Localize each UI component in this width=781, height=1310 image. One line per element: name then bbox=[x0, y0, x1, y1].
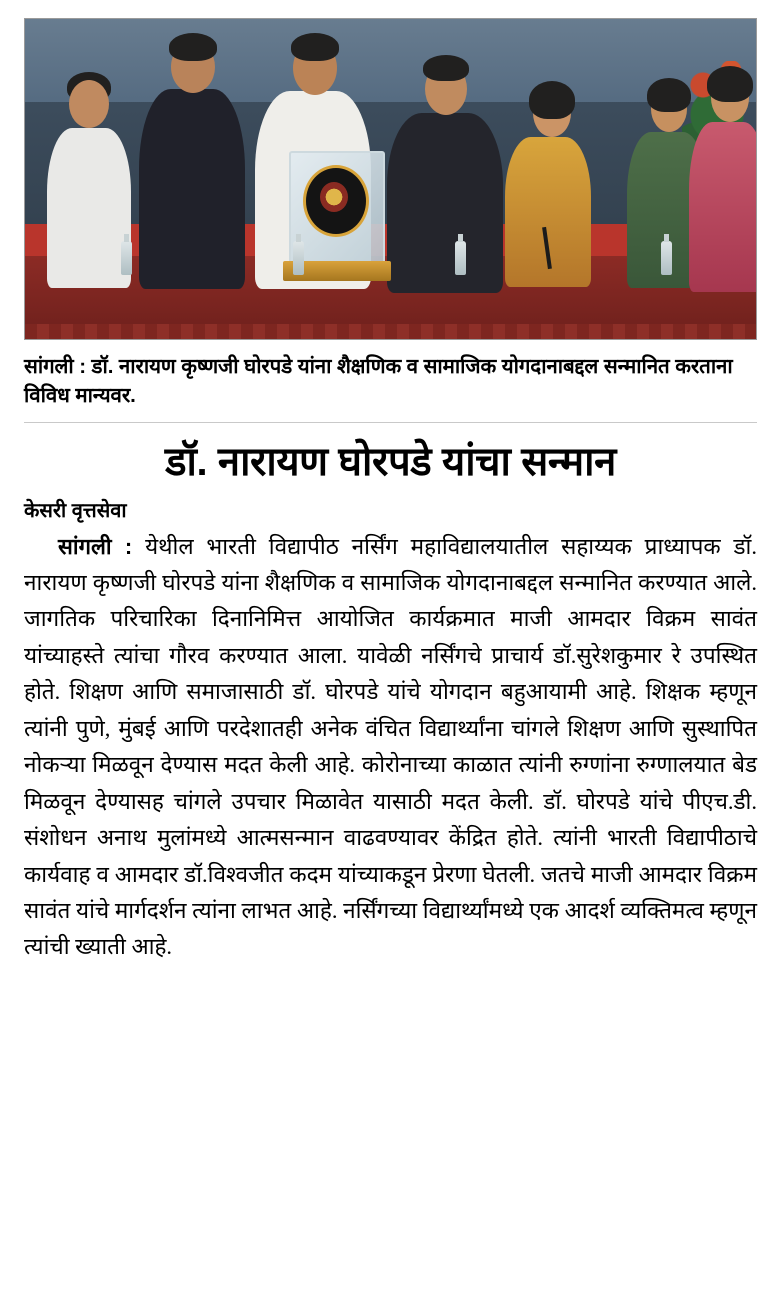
photo-water-bottle-3 bbox=[455, 241, 466, 275]
caption-divider bbox=[24, 422, 757, 423]
photo-person-2-body bbox=[139, 89, 245, 289]
photo-person-1-head bbox=[69, 80, 109, 128]
article-dateline: सांगली : bbox=[58, 533, 133, 559]
photo-person-1-body bbox=[47, 128, 131, 288]
article-body-text: येथील भारती विद्यापीठ नर्सिंग महाविद्यालयातील सहाय्यक प्राध्यापक डॉ. नारायण कृष्णजी घोरपडे यांना शैक्षणिक व सामाजिक योगदानाबद्दल सन्मानित करण्यात आले. जागतिक परिचारिका दिनानिमित्त आयोजित कार्यक्रमात माजी आमदार विक्रम सावंत यांच्याहस्ते त्यांचा गौरव करण्यात आला. यावेळी नर्सिंगचे प्राचार्य डॉ.सुरेशकुमार रे उपस्थित होते. शिक्षण आणि समाजासाठी डॉ. घोरपडे यांचे योगदान बहुआयामी आहे. शिक्षक म्हणून त्यांनी पुणे, मुंबई आणि परदेशातही अनेक वंचित विद्यार्थ्यांना चांगले शिक्षण आणि सुस्थापित नोकऱ्या मिळवून देण्यास मदत केली आहे. कोरोनाच्या काळात त्यांनी रुग्णांना रुग्णालयात बेड मिळवून देण्यासह चांगले उपचार मिळावेत यासाठी मदत केली. डॉ. घोरपडे यांचे पीएच.डी. संशोधन अनाथ मुलांमध्ये आत्मसन्मान वाढवण्यावर केंद्रित होते. त्यांनी भारती विद्यापीठाचे कार्यवाह व आमदार डॉ.विश्वजीत कदम यांच्याकडून प्रेरणा घेतली. जतचे माजी आमदार विक्रम सावंत यांचे मार्गदर्शन त्यांना लाभत आहे. नर्सिंगच्या विद्यार्थ्यांमध्ये एक आदर्श व्यक्तिमत्व म्हणून त्यांची ख्याती आहे. bbox=[24, 533, 758, 960]
photo-person-4-honoree bbox=[385, 51, 505, 281]
photo-scene bbox=[25, 19, 756, 339]
article-headline: डॉ. नारायण घोरपडे यांचा सन्मान bbox=[165, 440, 616, 485]
photo-person-2-hair bbox=[169, 33, 217, 61]
article-body bbox=[24, 529, 757, 966]
photo-award-plate bbox=[303, 165, 369, 237]
photo-person-2 bbox=[137, 31, 247, 281]
photo-person-6-hair bbox=[647, 78, 691, 112]
article-photo bbox=[24, 18, 757, 340]
photo-person-5-hair bbox=[529, 81, 575, 119]
photo-person-7 bbox=[689, 66, 756, 281]
photo-person-4-body bbox=[387, 113, 503, 293]
photo-water-bottle-1 bbox=[121, 241, 132, 275]
photo-water-bottle-4 bbox=[661, 241, 672, 275]
photo-person-7-hair bbox=[707, 66, 753, 102]
photo-person-3-hair bbox=[291, 33, 339, 61]
photo-caption: सांगली : डॉ. नारायण कृष्णजी घोरपडे यांना शैक्षणिक व सामाजिक योगदानाबद्दल सन्मानित करताना विविध मान्यवर. bbox=[24, 355, 733, 408]
photo-person-7-body bbox=[689, 122, 756, 292]
photo-person-4-hair bbox=[423, 55, 469, 81]
article-byline: केसरी वृत्तसेवा bbox=[24, 499, 127, 522]
photo-award-seal bbox=[320, 182, 348, 212]
photo-tablecloth bbox=[25, 324, 756, 339]
photo-water-bottle-2 bbox=[293, 241, 304, 275]
